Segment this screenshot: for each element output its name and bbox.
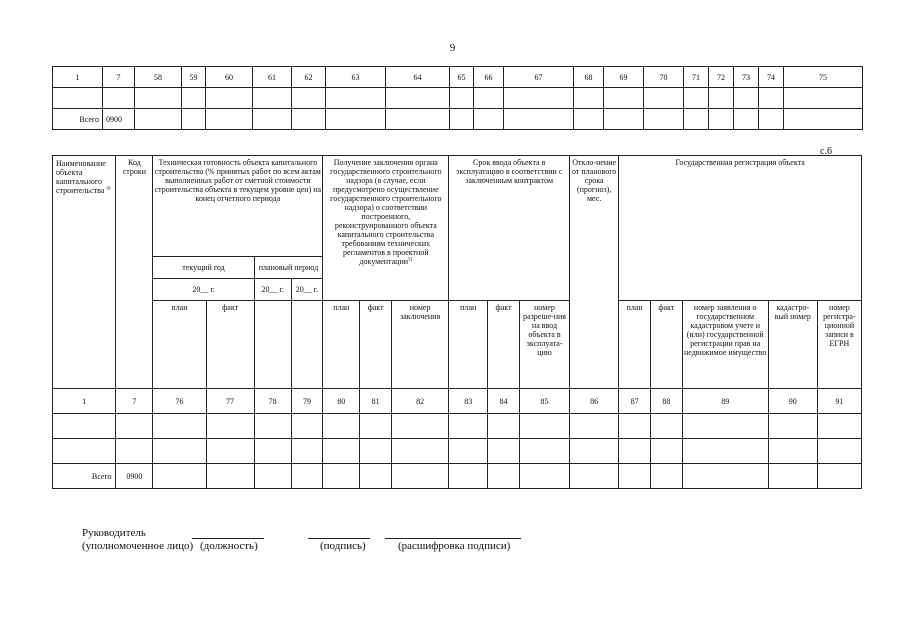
header-permit: номер разреше-ния на ввод объекта в эксплуата-цию	[519, 301, 569, 389]
column-number: 69	[604, 67, 644, 88]
cell[interactable]	[53, 88, 103, 109]
column-number: 80	[323, 389, 360, 414]
cell[interactable]	[619, 439, 651, 464]
cell[interactable]	[682, 439, 768, 464]
header-number: номер заключения	[391, 301, 448, 389]
cell[interactable]	[53, 414, 116, 439]
continuation-table	[52, 66, 863, 130]
cell[interactable]	[644, 109, 684, 130]
cell[interactable]	[604, 109, 644, 130]
header-cadastral: кадастро-вый номер	[768, 301, 817, 389]
header-name: Наименование объекта капитального строительства $^{4)}$	[53, 156, 116, 389]
total-row	[53, 464, 862, 489]
column-number: 78	[254, 389, 291, 414]
cell[interactable]	[292, 109, 326, 130]
signature-line[interactable]	[308, 538, 370, 539]
column-number-row	[53, 67, 863, 88]
signature-label: (подпись)	[320, 540, 366, 552]
cell[interactable]	[323, 439, 360, 464]
cell[interactable]	[619, 414, 651, 439]
cell[interactable]	[474, 88, 504, 109]
column-number: 87	[619, 389, 651, 414]
cell[interactable]	[784, 88, 863, 109]
cell[interactable]	[360, 439, 392, 464]
cell[interactable]	[326, 88, 386, 109]
cell[interactable]	[254, 439, 291, 464]
position-line[interactable]	[192, 538, 264, 539]
cell[interactable]	[450, 88, 474, 109]
cell[interactable]	[360, 464, 392, 489]
cell[interactable]	[768, 439, 817, 464]
header-deviation: Откло-нение от планового срока (прогноз), мес.	[570, 156, 619, 389]
header-fact: факт	[206, 301, 254, 389]
column-number: 81	[360, 389, 392, 414]
cell[interactable]	[116, 414, 153, 439]
header-year: 20__ г.	[153, 278, 254, 300]
cell[interactable]	[386, 109, 450, 130]
cell[interactable]	[449, 439, 488, 464]
column-number: 70	[644, 67, 684, 88]
cell[interactable]	[574, 109, 604, 130]
cell[interactable]	[759, 109, 784, 130]
header-registration: Государственная регистрация объекта	[619, 156, 862, 301]
column-number: 83	[449, 389, 488, 414]
cell[interactable]	[449, 414, 488, 439]
cell[interactable]	[391, 439, 448, 464]
header-fact: факт	[650, 301, 682, 389]
header-application: номер заявления о государственном кадастровом учете и (или) государственной регистрации прав на недвижимое имущество	[682, 301, 768, 389]
cell[interactable]	[206, 109, 253, 130]
cell[interactable]	[206, 88, 253, 109]
cell[interactable]	[768, 464, 817, 489]
cell[interactable]	[360, 414, 392, 439]
cell[interactable]	[474, 109, 504, 130]
main-table	[52, 155, 862, 489]
cell[interactable]	[519, 414, 569, 439]
header-plan: план	[449, 301, 488, 389]
header-plan	[254, 301, 291, 389]
column-number: 79	[291, 389, 323, 414]
cell[interactable]	[254, 414, 291, 439]
cell[interactable]	[488, 414, 520, 439]
cell[interactable]	[323, 414, 360, 439]
signature-head-label: Руководитель	[82, 527, 146, 539]
header-tech-readiness: Техническая готовность объекта капитального строительства (% принятых работ по всем актам выполненных работ от сметной стоимости строительства объекта в текущем уровне цен) на конец отчетного периода	[153, 156, 323, 257]
cell[interactable]	[292, 88, 326, 109]
column-number: 61	[253, 67, 292, 88]
column-number: 74	[759, 67, 784, 88]
total-label: Всего	[53, 464, 116, 489]
column-number: 7	[116, 389, 153, 414]
column-number: 85	[519, 389, 569, 414]
header-fact: факт	[488, 301, 520, 389]
decoding-line[interactable]	[385, 538, 521, 539]
cell[interactable]	[153, 414, 206, 439]
cell[interactable]	[650, 464, 682, 489]
cell[interactable]	[684, 109, 709, 130]
cell[interactable]	[182, 109, 206, 130]
cell[interactable]	[206, 464, 254, 489]
cell[interactable]	[709, 88, 734, 109]
cell[interactable]	[291, 414, 323, 439]
column-number: 73	[734, 67, 759, 88]
column-number: 82	[391, 389, 448, 414]
cell[interactable]	[182, 88, 206, 109]
column-number: 75	[784, 67, 863, 88]
cell[interactable]	[135, 88, 182, 109]
column-number: 72	[709, 67, 734, 88]
cell[interactable]	[488, 439, 520, 464]
cell[interactable]	[650, 414, 682, 439]
header-code: Код строки	[116, 156, 153, 389]
column-number: 7	[103, 67, 135, 88]
cell[interactable]	[574, 88, 604, 109]
cell[interactable]	[682, 414, 768, 439]
cell[interactable]	[817, 414, 861, 439]
column-number: 64	[386, 67, 450, 88]
column-number: 67	[504, 67, 574, 88]
column-number: 91	[817, 389, 861, 414]
cell[interactable]	[784, 109, 863, 130]
cell[interactable]	[604, 88, 644, 109]
cell[interactable]	[116, 439, 153, 464]
column-number: 65	[450, 67, 474, 88]
cell[interactable]	[768, 414, 817, 439]
cell[interactable]	[450, 109, 474, 130]
cell[interactable]	[206, 414, 254, 439]
cell[interactable]	[504, 88, 574, 109]
column-number: 84	[488, 389, 520, 414]
header-fact: факт	[360, 301, 392, 389]
cell[interactable]	[650, 439, 682, 464]
cell[interactable]	[153, 464, 206, 489]
total-label: Всего	[53, 109, 103, 130]
cell[interactable]	[391, 414, 448, 439]
cell[interactable]	[734, 109, 759, 130]
table-row	[53, 414, 862, 439]
position-label: (должность)	[200, 540, 258, 552]
column-number: 76	[153, 389, 206, 414]
header-conclusion: Получение заключения органа государственного строительного надзора (в случае, если предусмотрено осуществление государственного строительного надзора) о соответствии построенного, реконструированного объекта капитального строительства требованиям технических регламентов в проектной документации$^{5)}$	[323, 156, 449, 301]
column-number: 90	[768, 389, 817, 414]
cell[interactable]	[103, 88, 135, 109]
cell[interactable]	[254, 464, 291, 489]
header-plan: план	[323, 301, 360, 389]
column-number: 59	[182, 67, 206, 88]
cell[interactable]	[759, 88, 784, 109]
authorized-person-label: (уполномоченное лицо)	[82, 540, 194, 552]
cell[interactable]	[504, 109, 574, 130]
header-plan: план	[619, 301, 651, 389]
cell[interactable]	[570, 414, 619, 439]
column-number: 58	[135, 67, 182, 88]
decoding-label: (расшифровка подписи)	[398, 540, 511, 552]
column-number: 88	[650, 389, 682, 414]
header-current-year: текущий год	[153, 256, 254, 278]
cell[interactable]	[488, 464, 520, 489]
header-planned-period: плановый период	[254, 256, 323, 278]
column-number: 1	[53, 389, 116, 414]
cell[interactable]	[153, 439, 206, 464]
cell[interactable]	[570, 439, 619, 464]
total-row	[53, 109, 863, 130]
cell[interactable]	[326, 109, 386, 130]
cell[interactable]	[817, 439, 861, 464]
cell[interactable]	[644, 88, 684, 109]
cell[interactable]	[449, 464, 488, 489]
cell[interactable]	[135, 109, 182, 130]
table-row	[53, 439, 862, 464]
cell[interactable]	[570, 464, 619, 489]
column-number: 63	[326, 67, 386, 88]
column-number: 60	[206, 67, 253, 88]
cell[interactable]	[519, 464, 569, 489]
cell[interactable]	[386, 88, 450, 109]
table-row	[53, 88, 863, 109]
cell[interactable]	[53, 439, 116, 464]
cell[interactable]	[323, 464, 360, 489]
column-number: 77	[206, 389, 254, 414]
column-number: 68	[574, 67, 604, 88]
header-egrn: номер регистра-ционной записи в ЕГРН	[817, 301, 861, 389]
cell[interactable]	[682, 464, 768, 489]
page-number: 9	[449, 42, 456, 54]
cell[interactable]	[206, 439, 254, 464]
column-number: 71	[684, 67, 709, 88]
column-number: 62	[292, 67, 326, 88]
cell[interactable]	[817, 464, 861, 489]
cell[interactable]	[291, 464, 323, 489]
header-commissioning: Срок ввода объекта в эксплуатацию в соответствии с заключенным контрактом	[449, 156, 570, 301]
total-code: 0900	[103, 109, 135, 130]
column-number-row	[53, 389, 862, 414]
column-number: 66	[474, 67, 504, 88]
cell[interactable]	[291, 439, 323, 464]
cell[interactable]	[519, 439, 569, 464]
page-mark: с.6	[820, 146, 832, 157]
cell[interactable]	[253, 88, 292, 109]
header-year: 20__ г.	[291, 278, 323, 300]
cell[interactable]	[619, 464, 651, 489]
header-year: 20__ г.	[254, 278, 291, 300]
cell[interactable]	[684, 88, 709, 109]
total-code: 0900	[116, 464, 153, 489]
cell[interactable]	[709, 109, 734, 130]
column-number: 86	[570, 389, 619, 414]
cell[interactable]	[391, 464, 448, 489]
column-number: 89	[682, 389, 768, 414]
header-plan: план	[153, 301, 206, 389]
cell[interactable]	[253, 109, 292, 130]
column-number: 1	[53, 67, 103, 88]
cell[interactable]	[734, 88, 759, 109]
header-fact	[291, 301, 323, 389]
